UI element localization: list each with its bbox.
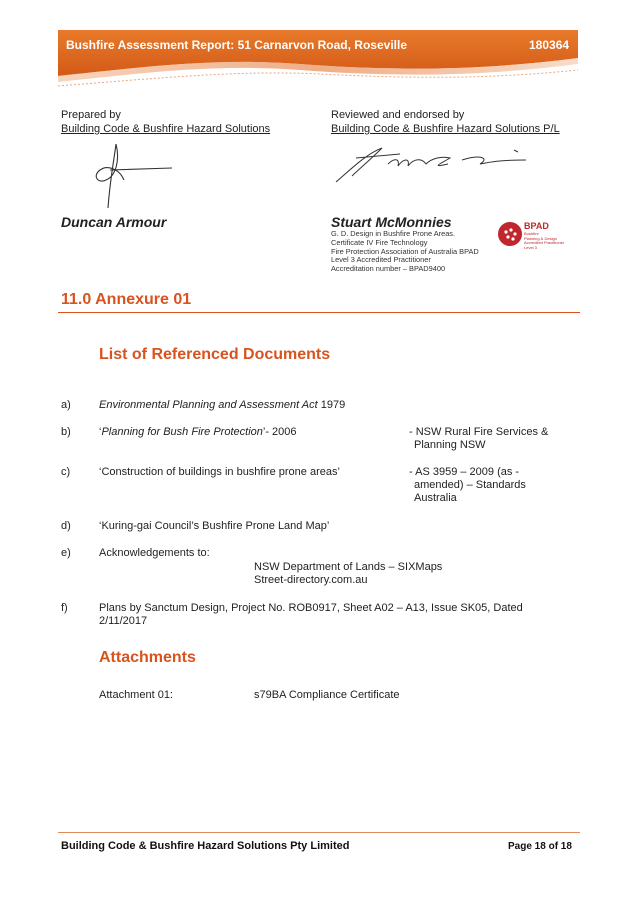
- reviewed-company: Building Code & Bushfire Hazard Solutions P/L: [331, 123, 560, 135]
- item-italic: Planning for Bush Fire Protection: [101, 426, 263, 438]
- item-text: 2/11/2017: [99, 615, 148, 627]
- credential-line: Level 3 Accredited Practitioner: [331, 255, 431, 265]
- header-ref: 180364: [529, 38, 570, 52]
- item-text: ‘Kuring-gai Council’s Bushfire Prone Land Map’: [99, 520, 330, 532]
- bpad-logo: [497, 219, 567, 259]
- prepared-company: Building Code & Bushfire Hazard Solutions: [61, 123, 271, 135]
- item-letter: e): [61, 547, 71, 559]
- attachments-heading: Attachments: [99, 649, 196, 666]
- item-italic: Environmental Planning and Assessment Act: [99, 399, 318, 411]
- footer-company: Building Code & Bushfire Hazard Solutions Pty Limited: [61, 840, 350, 852]
- signature-duncan: [80, 140, 180, 212]
- item-source-line: - AS 3959 – 2009 (as -: [409, 466, 520, 478]
- item-text: Acknowledgements to:: [99, 547, 210, 559]
- annexure-rule: [58, 312, 580, 313]
- signer-name-left: Duncan Armour: [61, 214, 167, 230]
- credential-line: Accreditation number – BPAD9400: [331, 264, 446, 274]
- item-source: [409, 466, 526, 505]
- credential-line: G. D. Design in Bushfire Prone Areas.: [331, 229, 456, 238]
- item-letter: c): [61, 466, 71, 478]
- item-quote: ‘: [99, 426, 102, 438]
- credential-line: Fire Protection Association of Australia BPAD: [331, 246, 479, 256]
- list-item: [99, 602, 569, 628]
- list-item: [99, 426, 297, 439]
- bpad-emblem-icon: [497, 221, 523, 247]
- signer-name-right: Stuart McMonnies: [331, 214, 452, 230]
- credential-line: Certificate IV Fire Technology: [331, 237, 428, 247]
- annexure-heading: 11.0 Annexure 01: [61, 291, 192, 308]
- reviewed-label: Reviewed and endorsed by: [331, 109, 465, 121]
- item-letter: b): [61, 426, 71, 438]
- item-source-line: Planning NSW: [414, 439, 486, 451]
- item-text: ‘Construction of buildings in bushfire prone areas’: [99, 466, 340, 478]
- list-heading: List of Referenced Documents: [99, 346, 331, 363]
- item-text: 1979: [317, 399, 346, 411]
- bpad-line: Planning & Design: [524, 235, 557, 241]
- bpad-line: Level 3: [524, 244, 537, 250]
- item-letter: a): [61, 399, 71, 411]
- item-source-line: Australia: [414, 492, 457, 504]
- bpad-title: BPAD: [524, 221, 549, 231]
- signature-stuart: [330, 140, 540, 188]
- footer-page-number: Page 18 of 18: [508, 841, 572, 852]
- header-title: Bushfire Assessment Report: 51 Carnarvon Road, Roseville: [66, 38, 407, 52]
- attachment-value: s79BA Compliance Certificate: [254, 689, 400, 701]
- attachment-label: Attachment 01:: [99, 689, 173, 701]
- signer-credentials: [331, 230, 479, 274]
- footer-rule: [58, 832, 580, 833]
- acknowledgement-1: NSW Department of Lands – SIXMaps: [254, 561, 443, 573]
- item-text: ’- 2006: [262, 426, 297, 438]
- item-source-line: amended) – Standards: [414, 479, 526, 491]
- item-letter: d): [61, 520, 71, 532]
- prepared-label: Prepared by: [61, 109, 121, 121]
- bpad-subtext: [524, 232, 564, 250]
- bpad-line: Bushfire: [524, 231, 539, 236]
- item-letter: f): [61, 602, 68, 614]
- acknowledgement-2: Street-directory.com.au: [254, 574, 368, 586]
- item-text: Plans by Sanctum Design, Project No. ROB0917, Sheet A02 – A13, Issue SK05, Dated: [99, 602, 523, 614]
- list-item: [99, 399, 345, 412]
- item-source-line: - NSW Rural Fire Services &: [409, 426, 549, 438]
- bpad-line: Accredited Practitioner: [524, 240, 565, 246]
- item-source: [409, 426, 548, 452]
